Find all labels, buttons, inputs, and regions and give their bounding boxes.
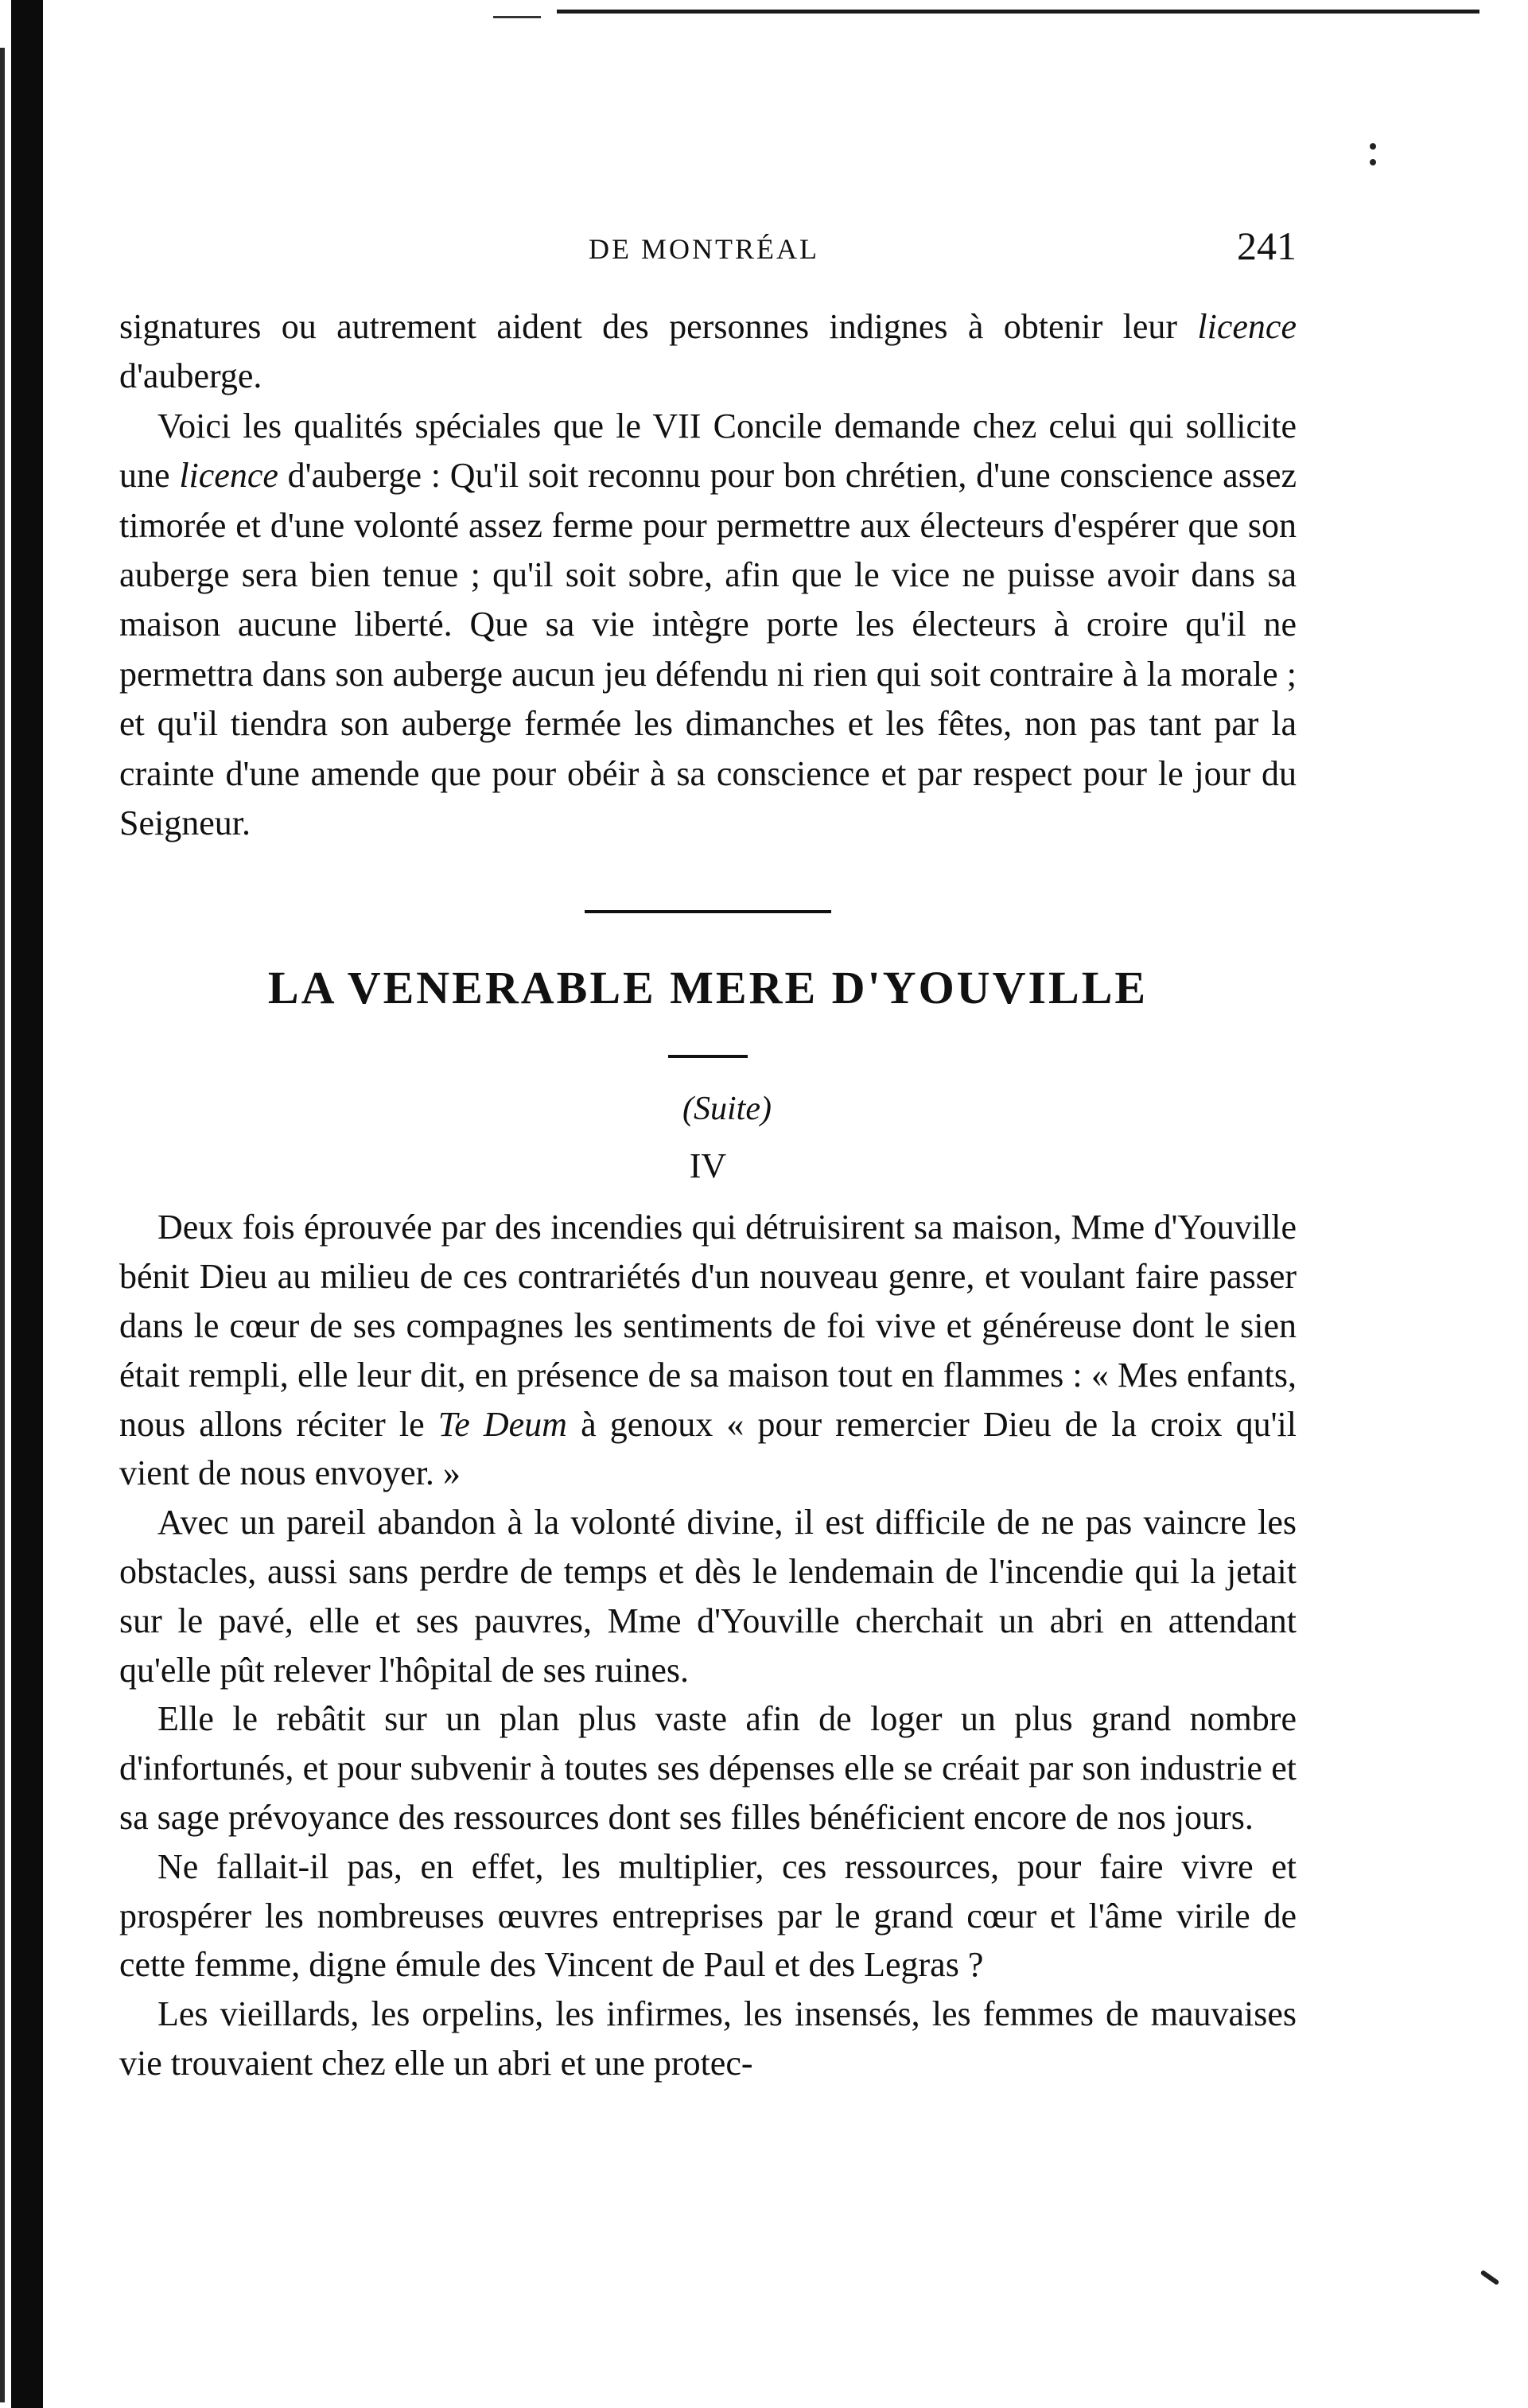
page-number: 241 [1237,224,1297,268]
text-span: Voici les qualités spéciales que le VII Concile demande chez celui qui sollicite une [119,406,1297,496]
section-separator [585,910,831,913]
italic-text: licence [1197,307,1297,346]
text-before-section [119,302,1297,848]
text-span: à genoux « pour remercier Dieu de la croix qu'il vient de nous envoyer. » [119,1404,1297,1493]
text-span: Ne fallait-il pas, en effet, les multiplier, ces ressources, pour faire vivre et prospérer les nombreuses œuvres entreprises par le grand cœur et l'âme virile de cette femme, digne émule des Vincent de Paul et des Legras ? [119,1846,1297,1985]
page-header [119,223,1297,286]
italic-text: Te Deum [437,1404,567,1444]
paragraph [119,1203,1297,1498]
text-span: Les vieillards, les orpelins, les infirmes, les insensés, les femmes de mauvaises vie trouvaient chez elle un abri et une protec- [119,1994,1297,2083]
paragraph [119,1990,1297,2088]
text-span: d'auberge. [119,356,262,396]
scan-speck [1370,143,1376,150]
chapter-subtitle: (Suite) [682,1091,772,1128]
scan-artifact-rule [493,16,541,18]
scan-speck [1370,159,1376,165]
paragraph [119,1842,1297,1990]
text-span: signatures ou autrement aident des personnes indignes à obtenir leur [119,307,1198,346]
chapter-title: LA VENERABLE MERE D'YOUVILLE [267,962,1149,1014]
paragraph [119,1694,1297,1842]
paragraph [119,402,1297,849]
text-span: Elle le rebâtit sur un plan plus vaste afin de loger un plus grand nombre d'infortunés, et pour subvenir à toutes ses dépenses elle se créait par son industrie et sa sage prévoyance des ressources dont ses filles bénéficient encore de nos jours. [119,1699,1297,1838]
paragraph [119,1498,1297,1694]
scan-speck [1480,2270,1500,2285]
text-span: Deux fois éprouvée par des incendies qui détruisirent sa maison, Mme d'Youville bénit Dieu au milieu de ces contrariétés d'un nouveau genre, et voulant faire passer dans le cœur de ses compagnes les sentiments de foi vive et généreuse dont le sien était rempli, elle leur dit, en présence de sa maison tout en flammes : « Mes enfants, nous allons réciter le [119,1208,1297,1444]
scan-binding-shadow [11,0,43,2408]
text-span: d'auberge : Qu'il soit reconnu pour bon chrétien, d'une conscience assez timorée et d'une volonté assez ferme pour permettre aux électeurs d'espérer que son auberge sera bien tenue ; qu'il soit sobre, afin que le vice ne puisse avoir dans sa maison aucune liberté. Que sa vie intègre porte les électeurs à croire qu'il ne permettra dans son auberge aucun jeu défendu ni rien qui soit contraire à la morale ; et qu'il tiendra son auberge fermée les dimanches et les fêtes, non pas tant par la crainte d'une amende que pour obéir à sa conscience et par respect pour le jour du Seigneur. [119,456,1297,843]
paragraph [119,302,1297,402]
top-rule [557,10,1479,14]
text-after-section [119,1203,1297,2087]
chapter-numeral: IV [689,1146,727,1186]
scan-edge [0,48,5,2402]
italic-text: licence [179,456,278,496]
title-separator [668,1055,748,1058]
running-head: DE MONTRÉAL [589,233,819,265]
page-body [119,302,1297,2088]
text-span: Avec un pareil abandon à la volonté divine, il est difficile de ne pas vaincre les obstacles, aussi sans perdre de temps et dès le lendemain de l'incendie qui la jetait sur le pavé, elle et ses pauvres, Mme d'Youville cherchait un abri en attendant qu'elle pût relever l'hôpital de ses ruines. [119,1503,1297,1690]
